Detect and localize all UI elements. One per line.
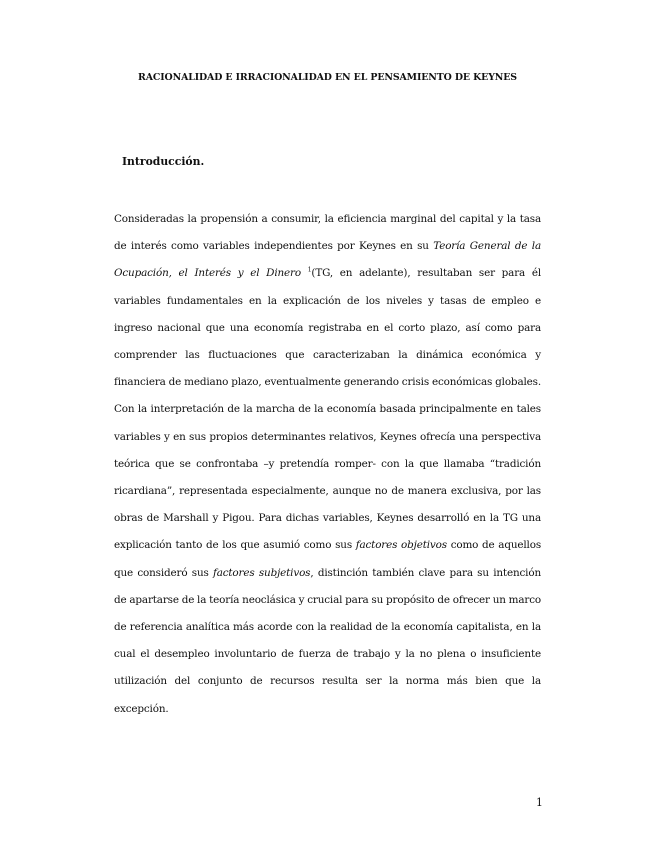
paragraph-text: Consideradas la propensión a consumir, la eficiencia marginal del capital y la tasa de interés como variables independientes por Keynes en su xyxy=(114,213,541,253)
book-title-italic: Teoría General de la Ocupación, el Interés y el Dinero xyxy=(114,240,541,280)
section-heading: Introducción. xyxy=(122,155,205,168)
footnote-marker[interactable]: 1 xyxy=(307,266,312,274)
document-title: RACIONALIDAD E IRRACIONALIDAD EN EL PENSAMIENTO DE KEYNES xyxy=(138,72,517,83)
italic-term-factores-objetivos: factores objetivos xyxy=(355,539,447,552)
paragraph-text: como de aquellos que consideró sus xyxy=(114,539,542,579)
paragraph-text xyxy=(301,267,308,279)
paragraph-text: , distinción también clave para su intención de apartarse de la teoría neoclásica y crucial para su propósito de ofrecer un marco de referencia analítica más acorde con la realidad de la economía capitalista, en la cual el desempleo involuntario de fuerza de trabajo y la no plena o insuficiente utilización del conjunto de recursos resulta ser la norma más bien que la excepción. xyxy=(114,566,541,715)
paragraph-text: (TG, en adelante), resultaban ser para él variables fundamentales en la explicación de los niveles y tasas de empleo e ingreso nacional que una economía registraba en el corto plazo, así como para comprender las fluctuaciones que caracterizaban la dinámica económica y financiera de mediano plazo, eventualmente generando crisis económicas globales. Con la interpretación de la marcha de la economía basada principalmente en tales variables y en sus propios determinantes relativos, Keynes ofrecía una perspectiva teórica que se confrontaba –y pretendía romper- con la que llamaba “tradición ricardiana”, representada especialmente, aunque no de manera exclusiva, por las obras de Marshall y Pigou. Para dichas variables, Keynes desarrolló en la TG una explicación tanto de los que asumió como sus xyxy=(114,267,541,552)
page-number: 1 xyxy=(536,796,543,809)
body-paragraph xyxy=(114,206,541,723)
italic-term-factores-subjetivos: factores subjetivos xyxy=(213,566,311,579)
